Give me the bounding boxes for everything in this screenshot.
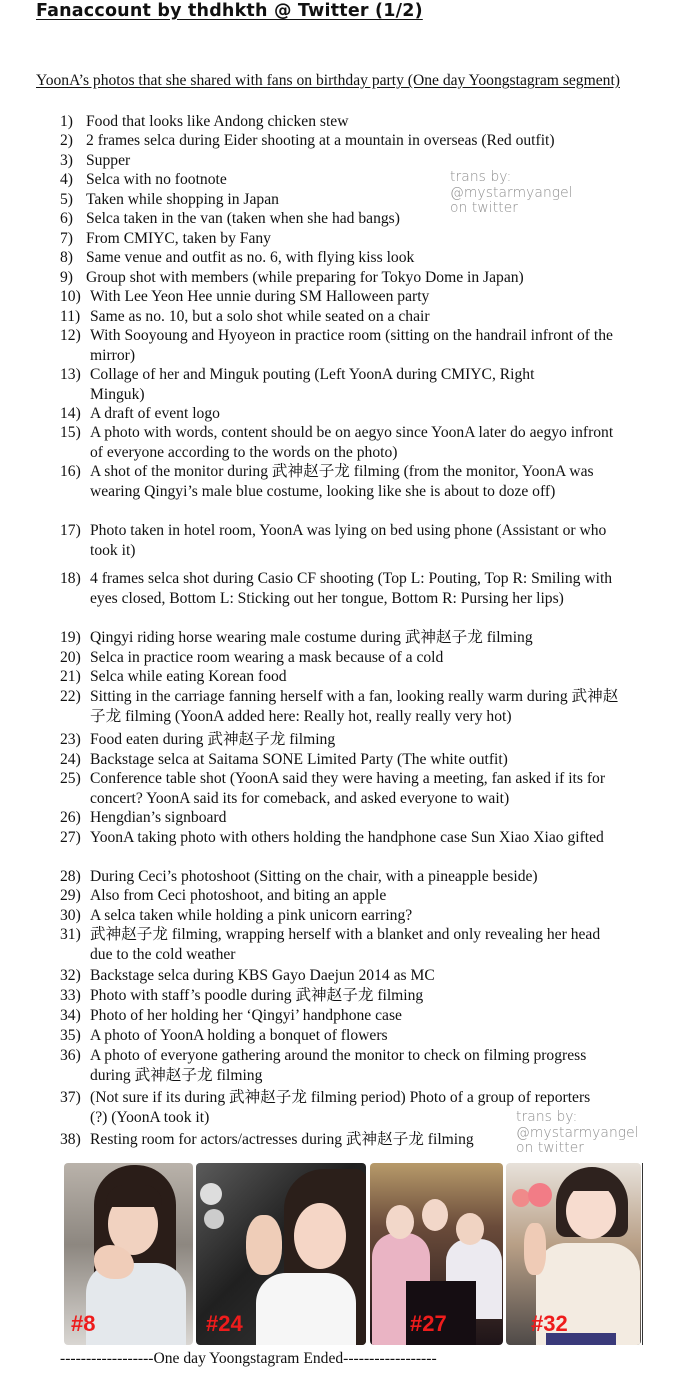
- list-item-text: Group shot with members (while preparing for Tokyo Dome in Japan): [86, 269, 524, 286]
- list-item-text: 武神赵子龙 filming, wrapping herself with a blanket and only revealing her head due to the cold weather: [90, 926, 601, 963]
- list-item: [60, 750, 640, 770]
- list-item-text: During Ceci’s photoshoot (Sitting on the chair, with a pineapple beside): [90, 868, 538, 885]
- list-item: [60, 287, 640, 307]
- list-item-text: Photo taken in hotel room, YoonA was lying on bed using phone (Assistant or who took it): [90, 522, 607, 559]
- list-item-number: 7): [60, 230, 73, 247]
- list-item-number: 25): [60, 770, 81, 787]
- list-item: [60, 423, 620, 462]
- photo-24: [196, 1163, 366, 1345]
- list-item: [60, 1026, 640, 1046]
- list-item-text: A photo of everyone gathering around the monitor to check on filming progress during 武神赵子龙 filming: [90, 1047, 587, 1084]
- photo-tag: #24: [206, 1311, 243, 1336]
- list-item-number: 21): [60, 668, 81, 685]
- list-item-text: Food that looks like Andong chicken stew: [86, 113, 349, 130]
- list-item-text: Resting room for actors/actresses during 武神赵子龙 filming: [90, 1131, 474, 1148]
- list-item-text: Selca with no footnote: [86, 171, 227, 188]
- list-item-text: Photo of her holding her ‘Qingyi’ handphone case: [90, 1007, 402, 1024]
- list-item: [60, 365, 580, 404]
- watermark-handle: @mystarmyangel: [450, 184, 573, 201]
- photo-32: [506, 1163, 641, 1345]
- list-item: [60, 906, 640, 926]
- list-item-text: A photo of YoonA holding a bonquet of flowers: [90, 1027, 388, 1044]
- list-item-number: 8): [60, 249, 73, 266]
- list-item-number: 37): [60, 1089, 81, 1106]
- list-item: [60, 112, 640, 132]
- list-item: [60, 307, 640, 327]
- list-item-number: 30): [60, 907, 81, 924]
- list-item-number: 33): [60, 987, 81, 1004]
- translator-watermark: [450, 170, 573, 217]
- list-item-text: Backstage selca at Saitama SONE Limited Party (The white outfit): [90, 751, 508, 768]
- list-item-text: Same venue and outfit as no. 6, with flying kiss look: [86, 249, 415, 266]
- watermark-line: on twitter: [516, 1140, 585, 1156]
- translator-watermark: [516, 1110, 639, 1157]
- list-item-number: 27): [60, 829, 81, 846]
- list-item-number: 2): [60, 132, 73, 149]
- list-item-number: 18): [60, 570, 81, 587]
- list-item: [60, 769, 625, 808]
- list-item-number: 11): [60, 308, 81, 325]
- page-title: Fanaccount by thdhkth @ Twitter (1/2): [36, 1, 423, 21]
- list-item-number: 32): [60, 967, 81, 984]
- section-heading: YoonA’s photos that she shared with fans on birthday party (One day Yoongstagram segment): [36, 72, 620, 89]
- list-item-text: YoonA taking photo with others holding the handphone case Sun Xiao Xiao gifted: [90, 829, 604, 846]
- list-item-number: 1): [60, 113, 73, 130]
- list-item-number: 22): [60, 688, 81, 705]
- watermark-line: trans by:: [516, 1109, 578, 1125]
- list-item-number: 12): [60, 327, 81, 344]
- list-item-number: 16): [60, 463, 81, 480]
- list-item: [60, 131, 640, 151]
- list-item-number: 15): [60, 424, 81, 441]
- list-item-text: Conference table shot (YoonA said they were having a meeting, fan asked if its for concert? YoonA said its for comeback, and asked everyone to wait): [90, 770, 606, 807]
- list-item-number: 29): [60, 887, 81, 904]
- list-item: [60, 648, 640, 668]
- list-item: [60, 886, 640, 906]
- list-item-number: 13): [60, 366, 81, 383]
- watermark-handle: @mystarmyangel: [516, 1124, 639, 1141]
- list-item-number: 14): [60, 405, 81, 422]
- list-item-number: 26): [60, 809, 81, 826]
- list-item: [60, 687, 620, 726]
- list-item-text: Also from Ceci photoshoot, and biting an apple: [90, 887, 387, 904]
- list-item-number: 31): [60, 926, 81, 943]
- list-item: [60, 966, 640, 986]
- list-item-text: A shot of the monitor during 武神赵子龙 filming (from the monitor, YoonA was wearing Qingyi’s male blue costume, looking like she is about to doze off): [90, 463, 594, 500]
- list-item-text: Photo with staff’s poodle during 武神赵子龙 filming: [90, 987, 424, 1004]
- list-item-text: A selca taken while holding a pink unicorn earring?: [90, 907, 413, 924]
- list-item-text: Taken while shopping in Japan: [86, 191, 279, 208]
- list-item-text: (Not sure if its during 武神赵子龙 filming period) Photo of a group of reporters (?) (YoonA took it): [90, 1089, 591, 1126]
- list-item-text: Qingyi riding horse wearing male costume during 武神赵子龙 filming: [90, 629, 533, 646]
- section-end-marker: ------------------One day Yoongstagram Ended------------------: [60, 1350, 437, 1367]
- list-item: [60, 151, 640, 171]
- list-item-number: 4): [60, 171, 73, 188]
- list-item: [60, 569, 620, 608]
- list-item-text: Supper: [86, 152, 131, 169]
- list-item-number: 20): [60, 649, 81, 666]
- list-item-text: With Lee Yeon Hee unnie during SM Halloween party: [90, 288, 430, 305]
- list-item-text: From CMIYC, taken by Fany: [86, 230, 271, 247]
- list-item-text: Selca taken in the van (taken when she had bangs): [86, 210, 400, 227]
- list-item-number: 38): [60, 1131, 81, 1148]
- photo-tag: #8: [71, 1311, 96, 1336]
- list-item-text: Food eaten during 武神赵子龙 filming: [90, 731, 336, 748]
- list-item: [60, 326, 620, 365]
- list-item-text: Backstage selca during KBS Gayo Daejun 2014 as MC: [90, 967, 435, 984]
- list-item-text: 4 frames selca shot during Casio CF shooting (Top L: Pouting, Top R: Smiling with eyes closed, Bottom L: Sticking out her tongue, Bottom R: Pursing her lips): [90, 570, 613, 607]
- photo-tag: #27: [410, 1311, 447, 1336]
- watermark-line: trans by:: [450, 169, 512, 185]
- list-item-text: 2 frames selca during Eider shooting at a mountain in overseas (Red outfit): [86, 132, 555, 149]
- list-item-number: 10): [60, 288, 81, 305]
- list-item: [60, 808, 640, 828]
- list-item-number: 6): [60, 210, 73, 227]
- list-item-number: 23): [60, 731, 81, 748]
- list-item-number: 3): [60, 152, 73, 169]
- list-item: [60, 867, 640, 887]
- list-item: [60, 628, 640, 648]
- photo-27: [370, 1163, 503, 1345]
- list-item: [60, 268, 640, 288]
- list-item: [60, 248, 640, 268]
- list-item-text: Collage of her and Minguk pouting (Left YoonA during CMIYC, Right Minguk): [90, 366, 535, 403]
- list-item: [60, 521, 625, 560]
- photo-8: [64, 1163, 193, 1345]
- divider-line: [642, 1163, 643, 1345]
- list-item: [60, 1006, 640, 1026]
- list-item-number: 28): [60, 868, 81, 885]
- list-item-text: Hengdian’s signboard: [90, 809, 227, 826]
- list-item: [60, 462, 620, 501]
- list-item-number: 17): [60, 522, 81, 539]
- list-item: [60, 828, 620, 848]
- photo-strip: [64, 1163, 642, 1345]
- list-item-text: A photo with words, content should be on aegyo since YoonA later do aegyo infront of everyone according to the words on the photo): [90, 424, 614, 461]
- watermark-line: on twitter: [450, 200, 519, 216]
- list-item-text: Selca while eating Korean food: [90, 668, 287, 685]
- list-item-text: Sitting in the carriage fanning herself with a fan, looking really warm during 武神赵子龙 filming (YoonA added here: Really hot, really really very hot): [90, 688, 619, 725]
- list-item-number: 36): [60, 1047, 81, 1064]
- list-item: [60, 730, 640, 750]
- list-item: [60, 667, 640, 687]
- list-item-number: 19): [60, 629, 81, 646]
- list-item-text: A draft of event logo: [90, 405, 220, 422]
- list-item: [60, 404, 640, 424]
- photo-tag: #32: [531, 1311, 568, 1336]
- list-item: [60, 925, 620, 964]
- list-item-number: 9): [60, 269, 73, 286]
- list-item: [60, 986, 640, 1006]
- list-item-number: 5): [60, 191, 73, 208]
- list-item-number: 24): [60, 751, 81, 768]
- list-item-text: Selca in practice room wearing a mask because of a cold: [90, 649, 444, 666]
- list-item: [60, 229, 640, 249]
- list-item-number: 35): [60, 1027, 81, 1044]
- list-item: [60, 1046, 600, 1085]
- list-item-text: Same as no. 10, but a solo shot while seated on a chair: [90, 308, 430, 325]
- list-item-text: With Sooyoung and Hyoyeon in practice room (sitting on the handrail infront of the mirror): [90, 327, 613, 364]
- list-item-number: 34): [60, 1007, 81, 1024]
